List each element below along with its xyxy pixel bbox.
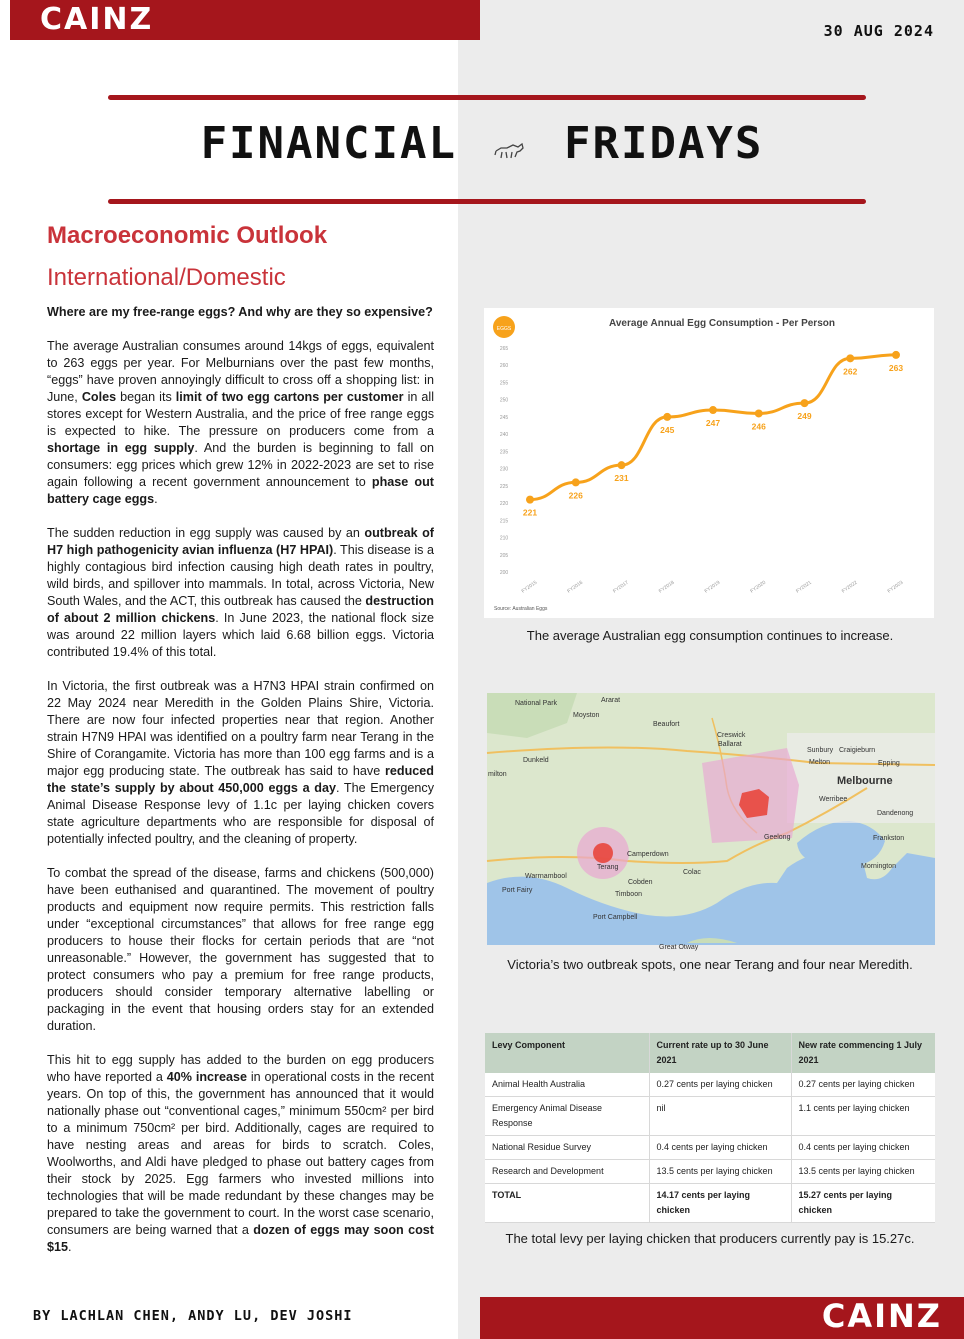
map-place-label: Melbourne — [837, 775, 893, 787]
map-place-label: Dandenong — [877, 810, 914, 817]
map-place-label: Sunbury — [807, 747, 834, 754]
map-place-label: Cobden — [628, 879, 653, 886]
y-tick-label: 245 — [499, 414, 509, 421]
x-tick-label: FY2017 — [612, 579, 630, 595]
map-place-label: Camperdown — [627, 851, 669, 858]
x-tick-label: FY2018 — [657, 579, 676, 595]
data-point — [801, 399, 809, 407]
byline: BY LACHLAN CHEN, ANDY LU, DEV JOSHI — [33, 1308, 353, 1324]
article-column — [47, 222, 434, 1273]
table-total-row — [485, 1184, 935, 1223]
x-tick-label: FY2015 — [520, 579, 539, 595]
table-row — [485, 1160, 935, 1184]
table-caption: The total levy per laying chicken that producers currently pay is 15.27c. — [505, 1231, 915, 1246]
table-cell: 0.4 cents per laying chicken — [649, 1136, 791, 1160]
map-place-label: Ararat — [601, 697, 621, 704]
x-axis-ticks — [521, 580, 905, 595]
table-cell: National Residue Survey — [485, 1136, 649, 1160]
section-title: Macroeconomic Outlook — [47, 222, 328, 249]
table-header-row — [485, 1033, 935, 1073]
table-cell: 0.27 cents per laying chicken — [791, 1073, 935, 1097]
map-place-label: Terang — [597, 864, 619, 871]
article-paragraph-3: In Victoria, the first outbreak was a H7N3 HPAI strain confirmed on 22 May 2024 near Meredith in the Golden Plains Shire, Victoria. There are now four infected properties near that region. Another strain H7N9 HPAI was identified on a poultry farm near Terang in the Shire of Corangamite. Victoria has more than 100 egg farms and is a major egg producing state. The outbreak has said to have reduced the state’s supply by about 450,000 eggs a day. The Emergency Animal Disease Response levy of 1.1c per laying chicken covers state agriculture departments who are responsible for disposal of potentially infected poultry, and the cleaning of property. — [47, 679, 434, 846]
map-place-label: Epping — [878, 760, 900, 767]
y-tick-label: 200 — [499, 570, 509, 576]
data-point — [618, 461, 626, 469]
data-labels — [523, 363, 903, 518]
table-cell: Animal Health Australia — [485, 1073, 649, 1097]
egg-consumption-chart — [484, 308, 934, 618]
issue-date: 30 AUG 2024 — [823, 22, 934, 40]
y-tick-label: 250 — [499, 397, 509, 404]
table-cell: 13.5 cents per laying chicken — [791, 1160, 935, 1184]
map-place-label: Warrnambool — [525, 873, 567, 880]
brand-logo-bottom: CAINZ — [821, 1297, 942, 1335]
chart-caption: The average Australian egg consumption continues to increase. — [526, 628, 894, 643]
data-point — [572, 478, 580, 486]
table-cell: 15.27 cents per laying chicken — [791, 1184, 935, 1223]
y-tick-label: 255 — [499, 380, 509, 387]
map-place-label: Melton — [809, 759, 831, 766]
map-place-label: Creswick — [717, 732, 746, 739]
egg-logo-icon — [493, 316, 515, 338]
y-tick-label: 260 — [499, 363, 509, 370]
data-label: 226 — [568, 490, 583, 501]
masthead-rule-top — [108, 95, 866, 100]
subsection-title: International/Domestic — [47, 264, 286, 291]
map-place-label: Port Fairy — [502, 887, 533, 894]
data-label: 263 — [888, 362, 904, 373]
y-tick-label: 230 — [499, 466, 509, 473]
table-cell: TOTAL — [485, 1184, 649, 1223]
map-place-label: Dunkeld — [523, 757, 549, 764]
map-place-label: Colac — [683, 869, 701, 876]
data-point — [709, 406, 717, 414]
article-paragraph-4: To combat the spread of the disease, farms and chickens (500,000) have been euthanised and quarantined. The movement of poultry products and equipment now require permits. This restriction falls under “exceptional circumstances” that allows for free range egg producers to house their flocks for certain periods that are “not unreasonable.” However, the government has suggested that to protect consumers who pay a premium for free range products, producers should consider temporary alternative labelling or packaging in the event that housing orders stay for an extended duration. — [47, 866, 434, 1033]
map-svg — [487, 693, 935, 951]
table-cell: Emergency Animal Disease Response — [485, 1097, 649, 1136]
y-tick-label: 220 — [499, 501, 509, 508]
header-levy-component: Levy Component — [485, 1033, 649, 1073]
data-label: 245 — [660, 424, 675, 435]
data-label: 221 — [522, 507, 538, 518]
brand-logo-top: CAINZ — [40, 2, 154, 37]
y-axis-ticks — [500, 346, 509, 576]
map-place-label: Craigieburn — [839, 747, 876, 754]
x-tick-label: FY2020 — [749, 579, 768, 595]
map-place-label: Werribee — [819, 796, 848, 803]
map-place-label: Geelong — [764, 834, 791, 841]
map-place-label: Ballarat — [718, 741, 742, 748]
table-row — [485, 1136, 935, 1160]
x-tick-label: FY2023 — [886, 579, 905, 595]
header-new-rate: New rate commencing 1 July 2021 — [791, 1033, 935, 1073]
data-label: 262 — [843, 366, 858, 377]
x-tick-label: FY2019 — [703, 579, 722, 595]
article-paragraph-5: This hit to egg supply has added to the burden on egg producers who have reported a 40% increase in operational costs in the recent years. On top of this, the government has announced that it would nationally phase out “conventional cages,” minimum 550cm² per bird to a minimum 750cm² per bird. Additionally, cages are required to have nesting areas and areas for birds to scratch. Coles, Woolworths, and Aldi have pledged to phase out battery cages from their stock by 2025. Egg farmers who invested millions into technologies that will be made redundant by these changes may be prepared to take the government to court. In the worst case scenario, consumers are being warned that a dozen of eggs may soon cost $15. — [47, 1053, 434, 1254]
data-point — [663, 413, 671, 421]
data-label: 249 — [797, 411, 812, 422]
masthead — [0, 118, 964, 172]
map-place-label: Beaufort — [653, 721, 680, 728]
table-row — [485, 1073, 935, 1097]
y-tick-label: 215 — [499, 518, 509, 525]
x-tick-label: FY2016 — [566, 579, 585, 595]
masthead-left: FINANCIAL — [200, 118, 457, 169]
svg-text:EGGS: EGGS — [496, 326, 512, 332]
bull-icon — [493, 121, 527, 172]
chart-source: Source: Australian Eggs — [494, 606, 548, 612]
data-point — [892, 351, 900, 359]
y-tick-label: 240 — [499, 432, 509, 439]
table-cell: Research and Development — [485, 1160, 649, 1184]
outbreak-map — [487, 693, 935, 951]
article-body — [47, 304, 434, 1256]
y-tick-label: 210 — [499, 535, 509, 542]
chart-title: Average Annual Egg Consumption - Per Person — [609, 318, 835, 329]
table-row — [485, 1097, 935, 1136]
article-paragraph-2: The sudden reduction in egg supply was caused by an outbreak of H7 high pathogenicity avian influenza (H7 HPAI). This disease is a highly contagious bird infection causing high death rates in poultry, wild birds, and spillover into mammals. In total, across Victoria, New South Wales, and the ACT, this outbreak has caused the destruction of about 2 million chickens. In June 2023, the national flock size was around 22 million layers which laid 6.68 billion eggs. Victoria contributed 19.4% of this total. — [47, 526, 434, 659]
data-point — [526, 496, 534, 504]
map-place-label: Timboon — [615, 891, 642, 898]
table-cell: 0.4 cents per laying chicken — [791, 1136, 935, 1160]
header-current-rate: Current rate up to 30 June 2021 — [649, 1033, 791, 1073]
y-tick-label: 265 — [499, 346, 509, 352]
article-paragraph-1: The average Australian consumes around 14kgs of eggs, equivalent to 263 eggs per year. For Melburnians over the past few months, “eggs” have proven annoyingly difficult to cross off a shopping list: in June, Coles began its limit of two egg cartons per customer in all stores except for Western Australia, and the price of free range eggs is expected to hike. The pressure on producers come from a shortage in egg supply. And the burden is beginning to fall on consumers: egg prices which grew 12% in 2022-2023 are set to rise again following a recent government announcement to phase out battery cage eggs. — [47, 339, 434, 506]
y-tick-label: 225 — [499, 483, 509, 490]
table-cell: nil — [649, 1097, 791, 1136]
terang-outbreak-zone — [593, 843, 613, 863]
y-tick-label: 205 — [499, 552, 509, 559]
data-label: 231 — [614, 473, 629, 484]
data-label: 247 — [705, 418, 721, 429]
map-place-label: National Park — [515, 700, 558, 707]
table-cell: 0.27 cents per laying chicken — [649, 1073, 791, 1097]
map-place-label: Mornington — [861, 863, 897, 870]
map-place-label: Moyston — [573, 712, 600, 719]
masthead-right: FRIDAYS — [563, 118, 764, 169]
x-tick-label: FY2021 — [795, 579, 813, 595]
data-point — [846, 354, 854, 362]
map-place-label: Frankston — [873, 835, 905, 842]
article-question: Where are my free-range eggs? And why are they so expensive? — [47, 305, 433, 319]
data-label: 246 — [751, 421, 766, 432]
table-cell: 14.17 cents per laying chicken — [649, 1184, 791, 1223]
y-tick-label: 235 — [499, 449, 509, 456]
chart-svg — [484, 308, 934, 618]
map-caption: Victoria’s two outbreak spots, one near Terang and four near Meredith. — [507, 957, 913, 972]
levy-table — [485, 1033, 935, 1223]
masthead-rule-bottom — [108, 199, 866, 204]
table-cell: 1.1 cents per laying chicken — [791, 1097, 935, 1136]
data-point — [755, 409, 763, 417]
table-cell: 13.5 cents per laying chicken — [649, 1160, 791, 1184]
map-place-label: Port Campbell — [593, 914, 638, 921]
map-place-label: Great Otway — [659, 944, 699, 951]
x-tick-label: FY2022 — [840, 579, 859, 595]
map-place-label: milton — [488, 771, 507, 778]
